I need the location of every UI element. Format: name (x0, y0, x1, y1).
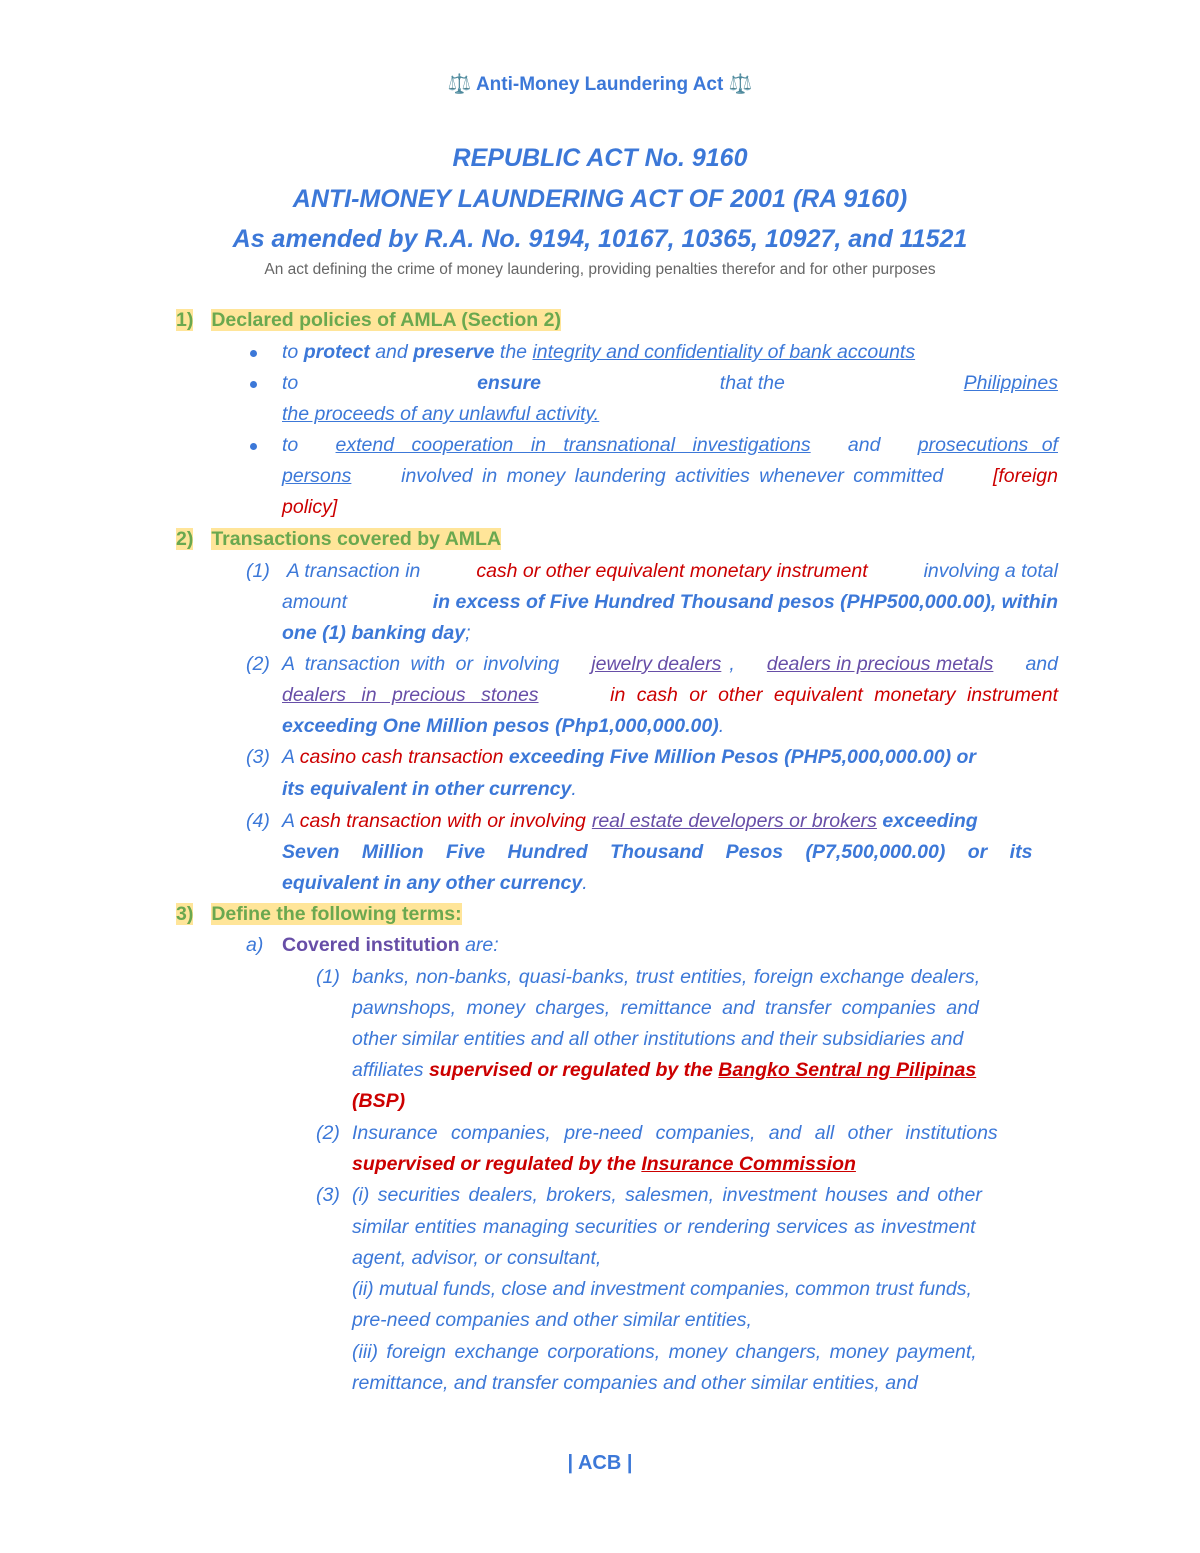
underlined-text: Bangko Sentral ng Pilipinas (718, 1059, 977, 1081)
text: . (582, 872, 588, 894)
text: and (369, 341, 414, 363)
section-number: 3) (176, 903, 194, 925)
underlined-text: persons (282, 465, 352, 487)
term-letter: a) (246, 934, 264, 956)
underlined-text: jewelry dealers (591, 653, 722, 675)
text: that the (714, 372, 791, 394)
text: A transaction in (282, 560, 426, 582)
institution-1-line-3: other similar entities and all other institutions and their subsidiaries and (352, 1028, 964, 1050)
text: one (1) banking day (282, 622, 466, 644)
transaction-4-line-2 (282, 841, 1032, 864)
item-number: (1) (316, 966, 340, 988)
institution-1-line-4 (352, 1059, 976, 1082)
policy-item-2-line-2 (282, 403, 599, 426)
act-description: An act defining the crime of money laundering, providing penalties therefor and for other purposes (264, 261, 936, 278)
text: preserve (413, 341, 495, 363)
policy-item-3-line-2 (282, 465, 1058, 488)
transaction-4-line-3 (282, 872, 588, 895)
policy-item-3-line-3 (282, 496, 337, 519)
text: in excess of Five Hundred Thousand pesos (PHP500,000.00), within (432, 591, 1058, 613)
underlined-text: integrity and confidentiality of bank accounts (532, 341, 916, 363)
section-title: Declared policies of AMLA (Section 2) (211, 309, 561, 331)
section-2-heading (176, 528, 501, 551)
institution-2-line-1: Insurance companies, pre-need companies, and all other institutions (352, 1122, 998, 1144)
section-title: Transactions covered by AMLA (211, 528, 502, 550)
institution-3-line-1: (i) securities dealers, brokers, salesmen, investment houses and other (352, 1184, 982, 1206)
page-footer: | ACB | (567, 1452, 633, 1474)
section-title: Define the following terms: (211, 903, 462, 925)
text: equivalent in any other currency (282, 872, 583, 894)
policy-item-2-line-1 (282, 372, 1058, 395)
institution-1-line-2: pawnshops, money charges, remittance and transfer companies and (352, 997, 979, 1019)
text: the (494, 341, 533, 363)
underlined-text: Insurance Commission (641, 1153, 856, 1175)
institution-2-line-2 (352, 1153, 856, 1176)
underlined-text: dealers in precious metals (766, 653, 994, 675)
transaction-1-line-2 (282, 591, 1058, 614)
act-number-title: REPUBLIC ACT No. 9160 (452, 144, 748, 172)
transaction-4-line-1 (282, 810, 978, 833)
institution-3-line-6: (iii) foreign exchange corporations, money changers, money payment, (352, 1341, 977, 1363)
transaction-2-line-3 (282, 715, 724, 738)
bullet-icon (250, 381, 257, 388)
section-1-heading (176, 309, 561, 332)
text: ensure (477, 372, 542, 394)
text: involving a total (918, 560, 1058, 582)
institution-3-line-5: pre-need companies and other similar entities, (352, 1309, 752, 1331)
institution-1-line-5 (352, 1090, 405, 1113)
text: , (729, 653, 735, 675)
underlined-text: real estate developers or brokers (591, 810, 877, 832)
text: supervised or regulated by the (352, 1153, 642, 1175)
text: cash or other equivalent monetary instrument (476, 560, 868, 582)
text: protect (303, 341, 370, 363)
institution-3-line-4: (ii) mutual funds, close and investment companies, common trust funds, (352, 1278, 972, 1300)
item-number: (1) (246, 560, 270, 582)
item-number: (2) (316, 1122, 340, 1144)
institution-3-line-2: similar entities managing securities or rendering services as investment (352, 1216, 976, 1238)
underlined-text: Philippines (963, 372, 1058, 394)
transaction-1-line-1 (282, 560, 1058, 583)
transaction-1-line-3 (282, 622, 471, 645)
text: Seven Million Five Hundred Thousand Pesos (P7,500,000.00) or its (282, 841, 1033, 863)
transaction-3-line-1 (282, 746, 976, 769)
term-covered-institution (282, 934, 499, 957)
text: A (282, 746, 300, 768)
text: are: (459, 934, 499, 956)
text: involved in money laundering activities whenever committed (401, 465, 944, 487)
bullet-icon (250, 443, 257, 450)
text: and (1025, 653, 1058, 675)
text: cash transaction with or involving (299, 810, 586, 832)
act-name-title: ANTI-MONEY LAUNDERING ACT OF 2001 (RA 9160) (292, 185, 908, 213)
item-number: (3) (316, 1184, 340, 1206)
text: exceeding One Million pesos (Php1,000,000.00) (282, 715, 719, 737)
section-number: 1) (176, 309, 194, 331)
section-3-heading (176, 903, 462, 926)
institution-3-line-7: remittance, and transfer companies and other similar entities, and (352, 1372, 918, 1394)
text: policy] (282, 496, 338, 518)
underlined-text: prosecutions of (917, 434, 1058, 456)
transaction-2-line-2 (282, 684, 1058, 707)
text: amount (282, 591, 353, 613)
institution-3-line-3: agent, advisor, or consultant, (352, 1247, 602, 1269)
text: affiliates (352, 1059, 429, 1081)
text: exceeding Five Million Pesos (PHP5,000,000.00) or (503, 746, 977, 768)
text: in cash or other equivalent monetary instrument (610, 684, 1058, 706)
item-number: (3) (246, 746, 270, 768)
text: (BSP) (352, 1090, 406, 1112)
text: to (282, 372, 304, 394)
text: to (282, 341, 304, 363)
term-name: Covered institution (282, 934, 460, 956)
text: A transaction with or involving (282, 653, 560, 675)
text: casino cash transaction (299, 746, 504, 768)
item-number: (2) (246, 653, 270, 675)
section-number: 2) (176, 528, 194, 550)
text: ; (465, 622, 471, 644)
text: [foreign (992, 465, 1058, 487)
page-header: ⚖️ Anti-Money Laundering Act ⚖️ (447, 74, 753, 95)
text: to (282, 434, 299, 456)
policy-item-3-line-1 (282, 434, 1058, 457)
text: . (571, 778, 577, 800)
text: exceeding (876, 810, 978, 832)
text: supervised or regulated by the (428, 1059, 719, 1081)
text: . (718, 715, 725, 737)
item-number: (4) (246, 810, 270, 832)
underlined-text: extend cooperation in transnational investigations (335, 434, 811, 456)
text: A (282, 810, 300, 832)
transaction-2-line-1 (282, 653, 1058, 676)
transaction-3-line-2 (282, 778, 577, 801)
underlined-text: dealers in precious stones (282, 684, 539, 706)
text: its equivalent in other currency (282, 778, 572, 800)
amendments-title: As amended by R.A. No. 9194, 10167, 10365, 10927, and 11521 (232, 225, 968, 253)
text: and (847, 434, 881, 456)
policy-item-1 (282, 341, 915, 364)
underlined-text: the proceeds of any unlawful activity. (282, 403, 600, 425)
institution-1-line-1: banks, non-banks, quasi-banks, trust entities, foreign exchange dealers, (352, 966, 981, 988)
bullet-icon (250, 350, 257, 357)
